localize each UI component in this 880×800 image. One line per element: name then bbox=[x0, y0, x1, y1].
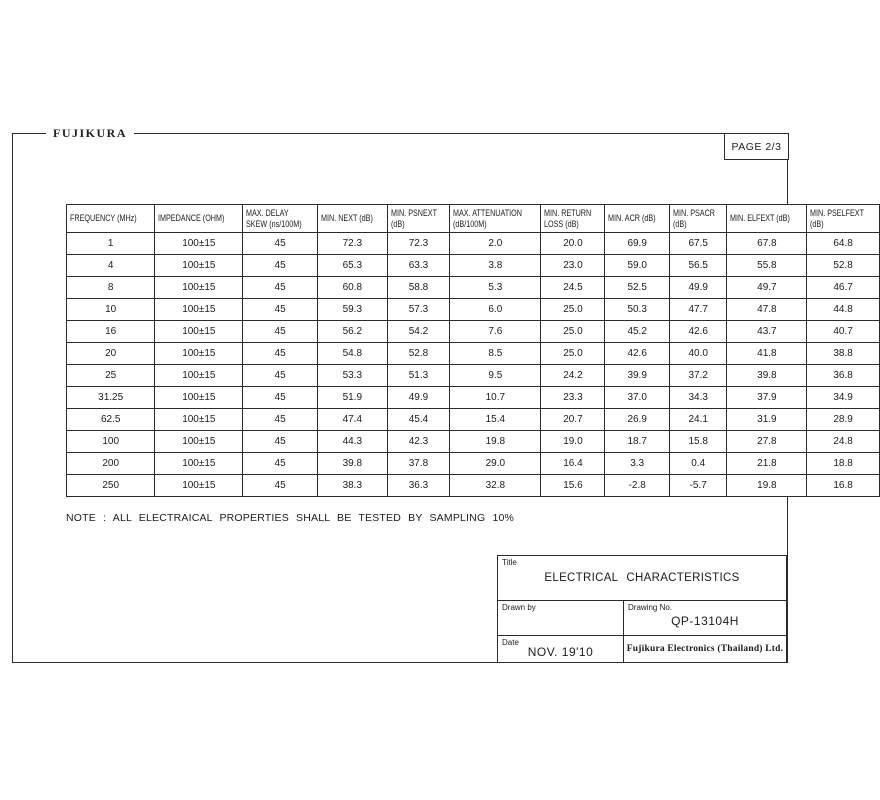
cell: 39.8 bbox=[317, 453, 387, 475]
spec-table-body bbox=[67, 233, 880, 497]
column-header: IMPEDANCE (OHM) bbox=[155, 205, 243, 233]
cell: 45 bbox=[243, 277, 318, 299]
cell: 72.3 bbox=[317, 233, 387, 255]
cell: 100±15 bbox=[155, 233, 243, 255]
cell: 37.0 bbox=[605, 387, 670, 409]
cell: 18.7 bbox=[605, 431, 670, 453]
cell: 45 bbox=[243, 299, 318, 321]
table-row bbox=[67, 475, 880, 497]
cell: 2.0 bbox=[450, 233, 541, 255]
spec-table bbox=[66, 204, 880, 497]
cell: 19.8 bbox=[727, 475, 807, 497]
cell: 27.8 bbox=[727, 431, 807, 453]
cell: 36.8 bbox=[807, 365, 880, 387]
cell: 37.9 bbox=[727, 387, 807, 409]
cell: 54.2 bbox=[387, 321, 450, 343]
cell: 25.0 bbox=[541, 321, 605, 343]
cell: 200 bbox=[67, 453, 155, 475]
drawing-title: ELECTRICAL CHARACTERISTICS bbox=[544, 572, 740, 584]
cell: 58.8 bbox=[387, 277, 450, 299]
cell: 100±15 bbox=[155, 475, 243, 497]
cell: 20 bbox=[67, 343, 155, 365]
cell: 100±15 bbox=[155, 299, 243, 321]
title-block bbox=[497, 555, 787, 663]
cell: 9.5 bbox=[450, 365, 541, 387]
cell: 100±15 bbox=[155, 321, 243, 343]
cell: 1 bbox=[67, 233, 155, 255]
cell: 44.3 bbox=[317, 431, 387, 453]
drawing-no-label: Drawing No. bbox=[628, 603, 673, 612]
cell: 42.6 bbox=[669, 321, 727, 343]
cell: 24.8 bbox=[807, 431, 880, 453]
cell: 34.9 bbox=[807, 387, 880, 409]
table-row bbox=[67, 321, 880, 343]
cell: 25.0 bbox=[541, 343, 605, 365]
brand-logo-text: FUJIKURA bbox=[46, 126, 134, 141]
cell: 41.8 bbox=[727, 343, 807, 365]
cell: 49.7 bbox=[727, 277, 807, 299]
cell: 100±15 bbox=[155, 387, 243, 409]
cell: 46.7 bbox=[807, 277, 880, 299]
cell: 39.9 bbox=[605, 365, 670, 387]
cell: 24.5 bbox=[541, 277, 605, 299]
cell: 100±15 bbox=[155, 453, 243, 475]
cell: 45 bbox=[243, 431, 318, 453]
table-row bbox=[67, 277, 880, 299]
cell: 3.3 bbox=[605, 453, 670, 475]
cell: 34.3 bbox=[669, 387, 727, 409]
cell: 69.9 bbox=[605, 233, 670, 255]
cell: 42.3 bbox=[387, 431, 450, 453]
cell: 62.5 bbox=[67, 409, 155, 431]
cell: 37.2 bbox=[669, 365, 727, 387]
cell: -5.7 bbox=[669, 475, 727, 497]
cell: 65.3 bbox=[317, 255, 387, 277]
cell: 72.3 bbox=[387, 233, 450, 255]
cell: 100±15 bbox=[155, 277, 243, 299]
cell: 3.8 bbox=[450, 255, 541, 277]
column-header: FREQUENCY (MHz) bbox=[67, 205, 155, 233]
cell: 45 bbox=[243, 453, 318, 475]
table-row bbox=[67, 343, 880, 365]
cell: 45 bbox=[243, 387, 318, 409]
cell: 24.1 bbox=[669, 409, 727, 431]
cell: 56.2 bbox=[317, 321, 387, 343]
cell: 0.4 bbox=[669, 453, 727, 475]
cell: 8.5 bbox=[450, 343, 541, 365]
cell: 10.7 bbox=[450, 387, 541, 409]
cell: 100±15 bbox=[155, 343, 243, 365]
cell: -2.8 bbox=[605, 475, 670, 497]
title-block-bottom-row bbox=[498, 636, 786, 662]
cell: 8 bbox=[67, 277, 155, 299]
cell: 31.25 bbox=[67, 387, 155, 409]
date-cell bbox=[498, 636, 624, 662]
cell: 31.9 bbox=[727, 409, 807, 431]
table-row bbox=[67, 365, 880, 387]
cell: 100±15 bbox=[155, 409, 243, 431]
cell: 45 bbox=[243, 255, 318, 277]
page-number-label: PAGE 2/3 bbox=[731, 140, 782, 153]
header-row bbox=[67, 205, 880, 233]
cell: 45 bbox=[243, 233, 318, 255]
cell: 19.0 bbox=[541, 431, 605, 453]
cell: 47.7 bbox=[669, 299, 727, 321]
spec-table-head bbox=[67, 205, 880, 233]
column-header: MIN. RETURN LOSS (dB) bbox=[541, 205, 605, 233]
cell: 52.8 bbox=[807, 255, 880, 277]
table-row bbox=[67, 233, 880, 255]
cell: 45 bbox=[243, 475, 318, 497]
column-header: MIN. PSELFEXT (dB) bbox=[807, 205, 880, 233]
column-header: MAX. DELAY SKEW (ns/100M) bbox=[243, 205, 318, 233]
cell: 51.3 bbox=[387, 365, 450, 387]
cell: 45 bbox=[243, 343, 318, 365]
column-header: MIN. ACR (dB) bbox=[605, 205, 670, 233]
cell: 43.7 bbox=[727, 321, 807, 343]
cell: 29.0 bbox=[450, 453, 541, 475]
drawn-by-label: Drawn by bbox=[502, 603, 536, 612]
cell: 38.3 bbox=[317, 475, 387, 497]
cell: 39.8 bbox=[727, 365, 807, 387]
table-row bbox=[67, 453, 880, 475]
column-header: MAX. ATTENUATION (dB/100M) bbox=[450, 205, 541, 233]
cell: 18.8 bbox=[807, 453, 880, 475]
page-number-box bbox=[724, 133, 789, 160]
cell: 59.3 bbox=[317, 299, 387, 321]
company-name: Fujikura Electronics (Thailand) Ltd. bbox=[626, 644, 784, 654]
cell: 32.8 bbox=[450, 475, 541, 497]
cell: 24.2 bbox=[541, 365, 605, 387]
cell: 10 bbox=[67, 299, 155, 321]
cell: 42.6 bbox=[605, 343, 670, 365]
cell: 53.3 bbox=[317, 365, 387, 387]
cell: 47.8 bbox=[727, 299, 807, 321]
cell: 100 bbox=[67, 431, 155, 453]
cell: 100±15 bbox=[155, 255, 243, 277]
cell: 45.4 bbox=[387, 409, 450, 431]
cell: 57.3 bbox=[387, 299, 450, 321]
cell: 64.8 bbox=[807, 233, 880, 255]
cell: 26.9 bbox=[605, 409, 670, 431]
cell: 40.7 bbox=[807, 321, 880, 343]
title-block-title-row bbox=[498, 556, 786, 601]
cell: 250 bbox=[67, 475, 155, 497]
cell: 51.9 bbox=[317, 387, 387, 409]
cell: 20.7 bbox=[541, 409, 605, 431]
column-header: MIN. NEXT (dB) bbox=[317, 205, 387, 233]
cell: 40.0 bbox=[669, 343, 727, 365]
table-row bbox=[67, 431, 880, 453]
cell: 54.8 bbox=[317, 343, 387, 365]
cell: 16.4 bbox=[541, 453, 605, 475]
cell: 100±15 bbox=[155, 431, 243, 453]
table-row bbox=[67, 387, 880, 409]
cell: 21.8 bbox=[727, 453, 807, 475]
cell: 36.3 bbox=[387, 475, 450, 497]
cell: 55.8 bbox=[727, 255, 807, 277]
cell: 67.5 bbox=[669, 233, 727, 255]
title-block-mid-row bbox=[498, 601, 786, 636]
table-row bbox=[67, 255, 880, 277]
cell: 15.6 bbox=[541, 475, 605, 497]
column-header: MIN. PSNEXT (dB) bbox=[387, 205, 450, 233]
drawn-by-cell bbox=[498, 601, 624, 635]
cell: 5.3 bbox=[450, 277, 541, 299]
cell: 63.3 bbox=[387, 255, 450, 277]
date-value: NOV. 19'10 bbox=[527, 645, 594, 659]
table-row bbox=[67, 409, 880, 431]
cell: 49.9 bbox=[387, 387, 450, 409]
date-label: Date bbox=[502, 638, 519, 647]
cell: 37.8 bbox=[387, 453, 450, 475]
cell: 44.8 bbox=[807, 299, 880, 321]
cell: 52.5 bbox=[605, 277, 670, 299]
table-row bbox=[67, 299, 880, 321]
cell: 45.2 bbox=[605, 321, 670, 343]
cell: 56.5 bbox=[669, 255, 727, 277]
drawing-no-value: QP-13104H bbox=[671, 614, 739, 628]
cell: 7.6 bbox=[450, 321, 541, 343]
cell: 6.0 bbox=[450, 299, 541, 321]
cell: 52.8 bbox=[387, 343, 450, 365]
cell: 60.8 bbox=[317, 277, 387, 299]
drawing-no-cell bbox=[624, 601, 786, 635]
cell: 45 bbox=[243, 365, 318, 387]
column-header: MIN. ELFEXT (dB) bbox=[727, 205, 807, 233]
cell: 28.9 bbox=[807, 409, 880, 431]
column-header: MIN. PSACR (dB) bbox=[669, 205, 727, 233]
cell: 45 bbox=[243, 409, 318, 431]
cell: 49.9 bbox=[669, 277, 727, 299]
cell: 23.3 bbox=[541, 387, 605, 409]
cell: 59.0 bbox=[605, 255, 670, 277]
cell: 15.8 bbox=[669, 431, 727, 453]
cell: 25.0 bbox=[541, 299, 605, 321]
cell: 45 bbox=[243, 321, 318, 343]
cell: 16.8 bbox=[807, 475, 880, 497]
cell: 19.8 bbox=[450, 431, 541, 453]
cell: 47.4 bbox=[317, 409, 387, 431]
cell: 15.4 bbox=[450, 409, 541, 431]
cell: 16 bbox=[67, 321, 155, 343]
note-text: NOTE : ALL ELECTRAICAL PROPERTIES SHALL BE TESTED BY SAMPLING 10% bbox=[66, 512, 515, 524]
cell: 25 bbox=[67, 365, 155, 387]
cell: 4 bbox=[67, 255, 155, 277]
cell: 23.0 bbox=[541, 255, 605, 277]
cell: 38.8 bbox=[807, 343, 880, 365]
cell: 100±15 bbox=[155, 365, 243, 387]
title-label: Title bbox=[502, 558, 517, 567]
cell: 50.3 bbox=[605, 299, 670, 321]
cell: 67.8 bbox=[727, 233, 807, 255]
cell: 20.0 bbox=[541, 233, 605, 255]
